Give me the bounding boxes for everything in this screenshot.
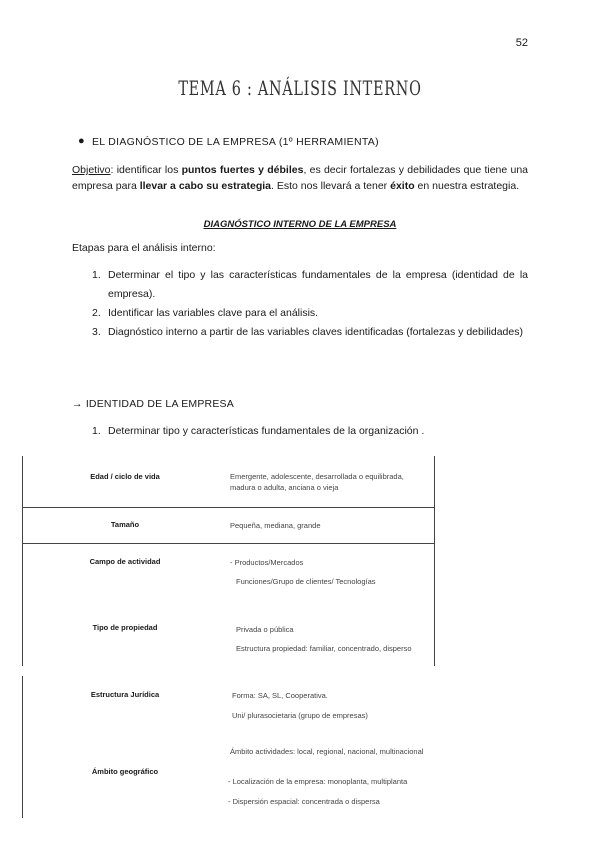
list-text: Diagnóstico interno a partir de las variables claves identificadas (fortalezas y debilidades) <box>108 326 523 338</box>
objective-text-2: , es decir fortalezas y debilidades que tiene una empresa para <box>72 164 529 192</box>
table-cell-value: Uni/ plurasocietaria (grupo de empresas) <box>232 711 368 720</box>
bullet-dot-icon: ● <box>78 135 85 147</box>
list-text: Determinar el tipo y las características fundamentales de la empresa (identidad de la empresa). <box>108 269 528 300</box>
table-cell-value: Funciones/Grupo de clientes/ Tecnologías <box>236 577 376 586</box>
table-cell-label: Campo de actividad <box>89 557 161 566</box>
list-number: 1. <box>92 425 101 437</box>
objective-text-1: : identificar los <box>110 164 182 176</box>
bullet-heading-text: EL DIAGNÓSTICO DE LA EMPRESA (1º HERRAMIENTA) <box>92 136 379 148</box>
table-cell-label: Tamaño <box>110 520 140 529</box>
table-cell-value: Forma: SA, SL, Cooperativa. <box>232 691 328 700</box>
table-cell-label: Estructura Jurídica <box>90 690 160 699</box>
table-cell-value: Emergente, adolescente, desarrollada o equilibrada, madura o adulta, anciana o vieja <box>230 472 404 492</box>
objective-paragraph <box>72 162 528 194</box>
table-cell-value: Privada o pública <box>236 625 294 634</box>
table-cell-label: Edad / ciclo de vida <box>90 472 160 481</box>
list-number: 1. <box>92 269 101 281</box>
table-cell-value: Estructura propiedad: familiar, concentrado, disperso <box>236 644 412 653</box>
table-cell-label: Tipo de propiedad <box>92 623 158 632</box>
list-item <box>92 304 528 323</box>
table-cell-value: - Productos/Mercados <box>230 558 304 567</box>
page-number: 52 <box>515 37 528 49</box>
table-cell-value: - Dispersión espacial: concentrada o dispersa <box>228 797 380 806</box>
list-text: Determinar tipo y características fundamentales de la organización . <box>108 425 425 437</box>
objective-label: Objetivo <box>72 164 111 176</box>
objective-bold-2: llevar a cabo su estrategia <box>139 180 272 192</box>
table-cell-value: Pequeña, mediana, grande <box>230 521 321 530</box>
list-item <box>92 266 528 304</box>
identity-item <box>92 425 424 437</box>
list-text: Identificar las variables clave para el análisis. <box>108 307 319 319</box>
stages-intro: Etapas para el análisis interno: <box>72 242 216 254</box>
table-row-divider <box>22 543 435 544</box>
table-border-left <box>22 456 23 666</box>
table-row-divider <box>22 507 435 508</box>
identity-heading: → IDENTIDAD DE LA EMPRESA <box>72 398 234 410</box>
stages-list <box>92 266 528 342</box>
list-number: 3. <box>92 326 101 338</box>
objective-bold-1: puntos fuertes y débiles <box>181 164 304 176</box>
table-cell-label: Ámbito geográfico <box>91 767 159 776</box>
table-border-left <box>22 676 23 818</box>
table-cell-value: - Localización de la empresa: monoplanta, multiplanta <box>228 777 408 786</box>
objective-text-4: en nuestra estrategia. <box>414 180 520 192</box>
table-cell-value: Ámbito actividades: local, regional, nacional, multinacional <box>230 747 424 756</box>
page-title: TEMA 6 : ANÁLISIS INTERNO <box>178 76 422 100</box>
list-item <box>92 323 528 342</box>
objective-bold-3: éxito <box>390 180 415 192</box>
bullet-heading <box>78 135 379 148</box>
section-subheading: DIAGNÓSTICO INTERNO DE LA EMPRESA <box>203 219 397 230</box>
objective-text-3: . Esto nos llevará a tener <box>271 180 391 192</box>
list-number: 2. <box>92 307 101 319</box>
